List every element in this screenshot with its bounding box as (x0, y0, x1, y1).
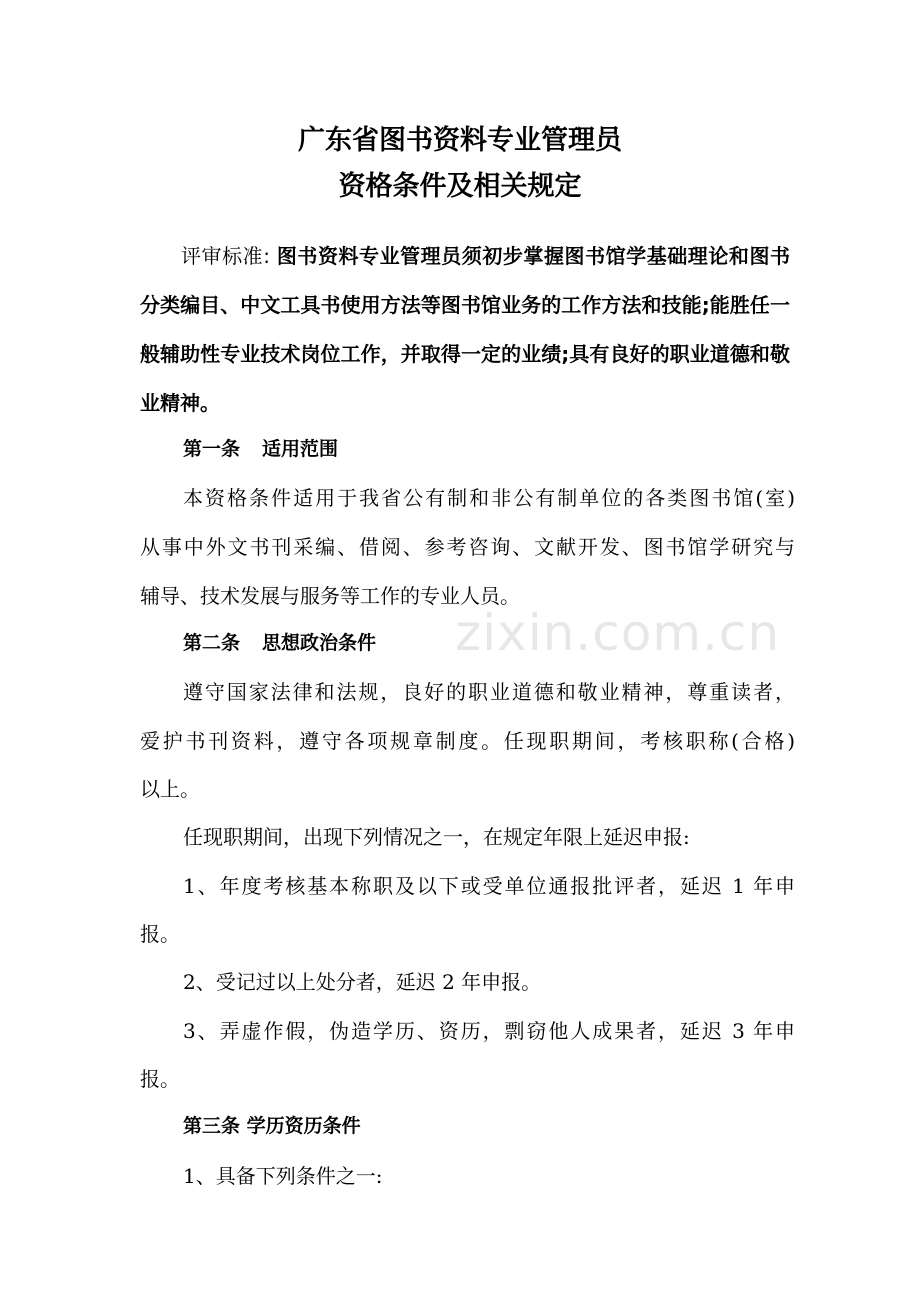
article2-item2: 2、受记过以上处分者，延迟 2 年申报。 (183, 970, 542, 994)
document-title-line1: 广东省图书资料专业管理员 (298, 125, 622, 156)
evaluation-standard-paragraph (140, 232, 790, 428)
article2-title: 思想政治条件 (262, 632, 377, 654)
article1-number: 第一条 (183, 438, 241, 460)
article2-line: 遵守国家法律和法规，良好的职业道德和敬业精神，尊重读者， (183, 680, 795, 704)
article1-heading (183, 440, 833, 459)
standard-body: 图书资料专业管理员须初步掌握图书馆学基础理论和图书分类编目、中文工具书使用方法等图书馆业务的工作方法和技能;能胜任一般辅助性专业技术岗位工作，并取得一定的业绩;具有良好的职业道德和敬业精神。 (140, 244, 790, 415)
article2-item1-line1: 1、年度考核基本称职及以下或受单位通报批评者，延迟 1 年申 (183, 874, 795, 898)
article1-line: 辅导、技术发展与服务等工作的专业人员。 (140, 584, 520, 608)
watermark: zixin.com.cn (455, 604, 781, 662)
standard-label: 评审标准: (181, 244, 270, 268)
article1-title: 适用范围 (262, 438, 339, 460)
article2-number: 第二条 (183, 632, 241, 654)
article2-heading (183, 634, 833, 653)
article2-item1-line2: 报。 (140, 922, 180, 946)
article2-item3-line1: 3、弄虚作假，伪造学历、资历，剽窃他人成果者，延迟 3 年申 (183, 1019, 795, 1043)
article3-heading: 第三条 学历资历条件 (183, 1115, 361, 1137)
article2-line: 爱护书刊资料，遵守各项规章制度。任现职期间，考核职称(合格) (140, 729, 795, 753)
article1-line: 从事中外文书刊采编、借阅、参考咨询、文献开发、图书馆学研究与 (140, 535, 795, 559)
article2-intro: 任现职期间，出现下列情况之一，在规定年限上延迟申报: (183, 825, 690, 849)
document-title-line2: 资格条件及相关规定 (338, 171, 582, 202)
article2-line: 以上。 (140, 777, 200, 801)
article2-item3-line2: 报。 (140, 1067, 180, 1091)
article3-item1: 1、具备下列条件之一: (183, 1164, 383, 1188)
article1-line: 本资格条件适用于我省公有制和非公有制单位的各类图书馆(室) (183, 486, 795, 510)
